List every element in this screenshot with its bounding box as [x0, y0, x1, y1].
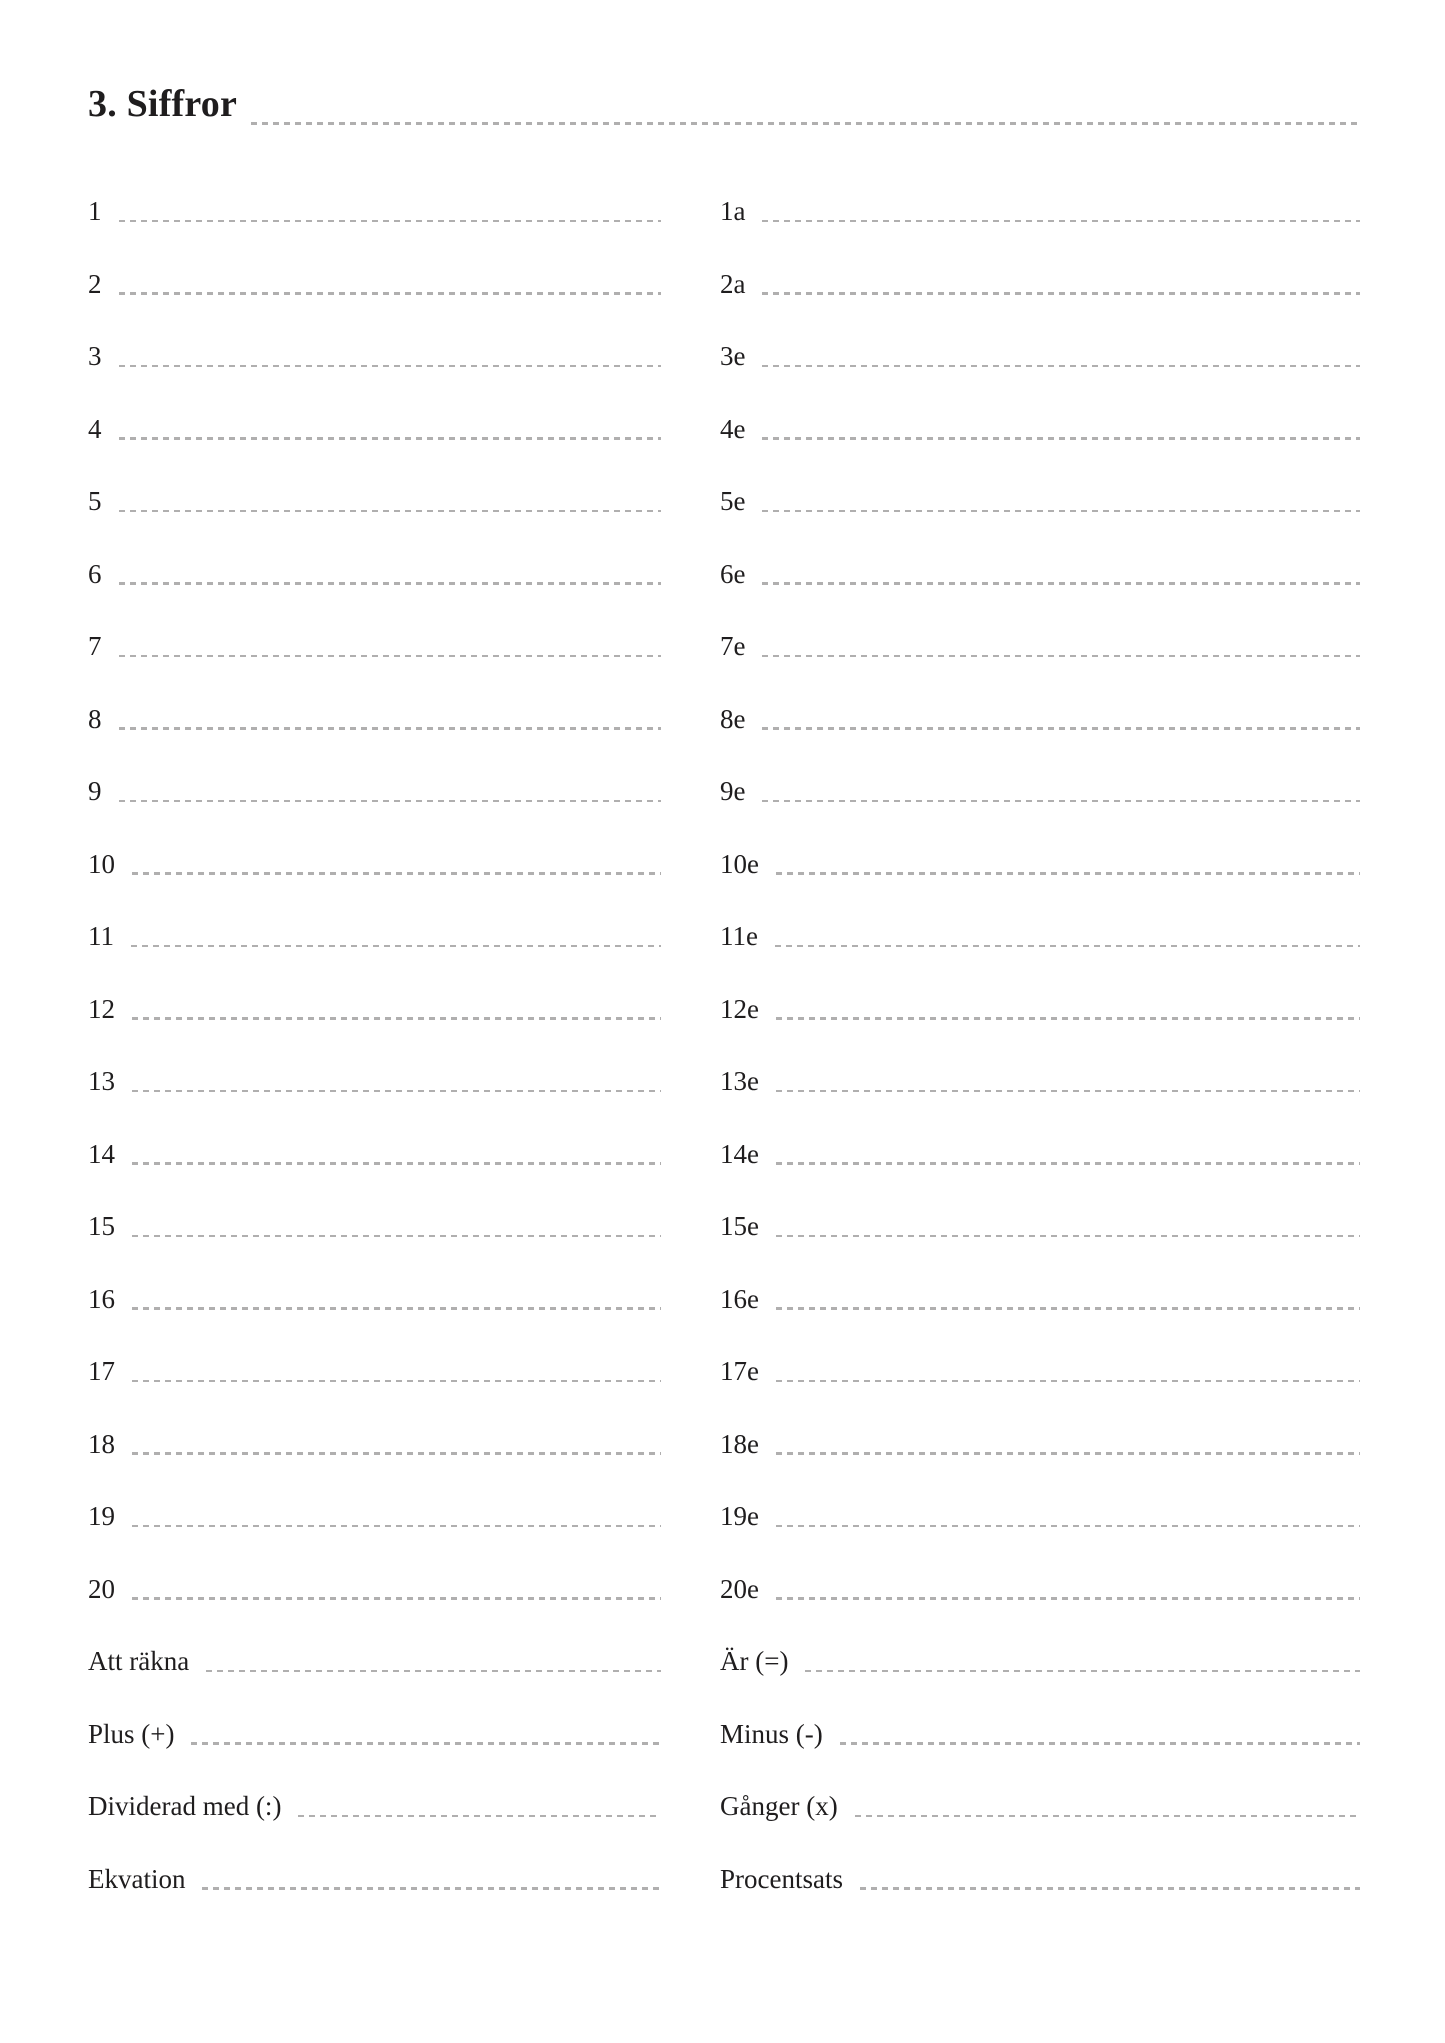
answer-dotted-line: [762, 510, 1360, 513]
answer-dotted-line: [855, 1815, 1360, 1818]
answer-dotted-line: [762, 292, 1360, 295]
worksheet-row: [720, 1427, 1360, 1500]
worksheet-row: [720, 702, 1360, 775]
term-label: 20e: [720, 1573, 759, 1604]
worksheet-row: [720, 194, 1360, 267]
term-label: Att räkna: [88, 1646, 190, 1676]
answer-dotted-line: [119, 582, 662, 585]
term-label: 3: [88, 341, 102, 371]
term-label: 9: [88, 776, 102, 806]
answer-dotted-line: [206, 1670, 661, 1673]
worksheet-row: [720, 1499, 1360, 1572]
title-dotted-line: [251, 122, 1360, 125]
answer-dotted-line: [132, 1090, 661, 1093]
answer-dotted-line: [762, 365, 1360, 368]
answer-dotted-line: [119, 437, 662, 440]
answer-dotted-line: [132, 1525, 661, 1528]
term-label: 11: [88, 921, 114, 951]
worksheet-row: [88, 1644, 661, 1717]
term-label: 15: [88, 1211, 115, 1241]
worksheet-row: [720, 1644, 1360, 1717]
term-label: 2: [88, 268, 102, 299]
term-label: 11e: [720, 921, 758, 951]
worksheet-row: [88, 339, 661, 412]
term-label: 8: [88, 703, 102, 734]
section-header: [88, 82, 1360, 126]
answer-dotted-line: [776, 1017, 1360, 1020]
term-label: 7: [88, 631, 102, 661]
term-label: 18e: [720, 1428, 759, 1459]
term-label: 16e: [720, 1283, 759, 1314]
term-label: 16: [88, 1283, 115, 1314]
worksheet-row: [88, 847, 661, 920]
worksheet-row: [720, 1064, 1360, 1137]
term-label: 5e: [720, 486, 746, 516]
answer-dotted-line: [762, 800, 1360, 803]
worksheet-row: [88, 1137, 661, 1210]
answer-dotted-line: [132, 872, 661, 875]
term-label: 4: [88, 413, 102, 444]
answer-dotted-line: [119, 292, 662, 295]
answer-dotted-line: [132, 1162, 661, 1165]
answer-dotted-line: [119, 365, 662, 368]
answer-dotted-line: [860, 1887, 1360, 1890]
term-label: 2a: [720, 268, 746, 299]
worksheet-row: [88, 1064, 661, 1137]
answer-dotted-line: [776, 1452, 1360, 1455]
worksheet-row: [720, 267, 1360, 340]
worksheet-row: [88, 1354, 661, 1427]
answer-dotted-line: [298, 1815, 661, 1818]
answer-dotted-line: [132, 1235, 661, 1238]
term-label: 12: [88, 993, 115, 1024]
worksheet-row: [720, 992, 1360, 1065]
term-label: 4e: [720, 413, 746, 444]
worksheet-row: [720, 1717, 1360, 1790]
term-label: 13: [88, 1066, 115, 1096]
term-label: 6e: [720, 558, 746, 589]
term-label: 13e: [720, 1066, 759, 1096]
answer-dotted-line: [776, 1090, 1360, 1093]
page-title: 3. Siffror: [88, 83, 238, 125]
answer-dotted-line: [776, 1162, 1360, 1165]
term-label: 7e: [720, 631, 746, 661]
answer-dotted-line: [202, 1887, 661, 1890]
term-label: 17e: [720, 1356, 759, 1386]
answer-dotted-line: [119, 655, 662, 658]
answer-dotted-line: [191, 1742, 661, 1745]
answer-dotted-line: [132, 1597, 661, 1600]
term-label: Procentsats: [720, 1863, 843, 1894]
worksheet-row: [720, 1862, 1360, 1935]
worksheet-row: [88, 774, 661, 847]
worksheet-row: [720, 484, 1360, 557]
answer-dotted-line: [119, 220, 662, 223]
answer-dotted-line: [119, 800, 662, 803]
worksheet-row: [720, 1282, 1360, 1355]
left-column: [88, 194, 661, 1934]
term-label: Plus (+): [88, 1718, 175, 1749]
worksheet-row: [88, 1789, 661, 1862]
answer-dotted-line: [132, 1380, 661, 1383]
term-label: 3e: [720, 341, 746, 371]
term-label: 19: [88, 1501, 115, 1531]
answer-dotted-line: [776, 1525, 1360, 1528]
term-label: 14e: [720, 1138, 759, 1169]
worksheet-row: [720, 1137, 1360, 1210]
term-label: 15e: [720, 1211, 759, 1241]
worksheet-row: [720, 629, 1360, 702]
answer-dotted-line: [132, 1017, 661, 1020]
worksheet-row: [720, 1354, 1360, 1427]
answer-dotted-line: [119, 510, 662, 513]
answer-dotted-line: [762, 655, 1360, 658]
answer-dotted-line: [762, 437, 1360, 440]
answer-dotted-line: [119, 727, 662, 730]
worksheet-row: [720, 847, 1360, 920]
answer-dotted-line: [132, 1307, 661, 1310]
worksheet-row: [88, 557, 661, 630]
term-label: 12e: [720, 993, 759, 1024]
term-label: 6: [88, 558, 102, 589]
answer-dotted-line: [775, 945, 1360, 948]
right-column: [720, 194, 1360, 1934]
term-label: 14: [88, 1138, 115, 1169]
term-label: 5: [88, 486, 102, 516]
answer-dotted-line: [776, 1380, 1360, 1383]
term-label: 9e: [720, 776, 746, 806]
worksheet-row: [720, 1209, 1360, 1282]
worksheet-row: [720, 1572, 1360, 1645]
term-label: 18: [88, 1428, 115, 1459]
worksheet-row: [720, 557, 1360, 630]
worksheet-row: [88, 412, 661, 485]
term-label: Ekvation: [88, 1863, 186, 1894]
answer-dotted-line: [776, 872, 1360, 875]
worksheet-row: [720, 339, 1360, 412]
term-label: 1a: [720, 196, 746, 226]
worksheet-row: [88, 919, 661, 992]
worksheet-row: [720, 919, 1360, 992]
answer-dotted-line: [805, 1670, 1360, 1673]
worksheet-row: [720, 412, 1360, 485]
answer-dotted-line: [776, 1597, 1360, 1600]
term-label: 20: [88, 1573, 115, 1604]
worksheet-row: [88, 267, 661, 340]
answer-dotted-line: [762, 220, 1360, 223]
worksheet-row: [88, 1282, 661, 1355]
worksheet-row: [88, 194, 661, 267]
term-label: 10e: [720, 848, 759, 879]
worksheet-row: [88, 629, 661, 702]
term-label: 10: [88, 848, 115, 879]
term-label: Är (=): [720, 1646, 789, 1676]
answer-dotted-line: [776, 1307, 1360, 1310]
term-label: 8e: [720, 703, 746, 734]
worksheet-row: [88, 1499, 661, 1572]
worksheet-row: [720, 1789, 1360, 1862]
worksheet-row: [88, 1862, 661, 1935]
term-label: Gånger (x): [720, 1791, 838, 1821]
worksheet-row: [88, 1572, 661, 1645]
answer-dotted-line: [762, 727, 1360, 730]
term-label: 17: [88, 1356, 115, 1386]
worksheet-row: [88, 1427, 661, 1500]
term-label: Minus (-): [720, 1718, 823, 1749]
worksheet-row: [88, 1209, 661, 1282]
worksheet-row: [88, 484, 661, 557]
answer-dotted-line: [840, 1742, 1360, 1745]
worksheet-row: [720, 774, 1360, 847]
worksheet-row: [88, 702, 661, 775]
worksheet-row: [88, 1717, 661, 1790]
term-label: 19e: [720, 1501, 759, 1531]
answer-dotted-line: [776, 1235, 1360, 1238]
worksheet-row: [88, 992, 661, 1065]
vocabulary-grid: [88, 194, 1360, 1934]
term-label: 1: [88, 196, 102, 226]
answer-dotted-line: [131, 945, 661, 948]
answer-dotted-line: [132, 1452, 661, 1455]
answer-dotted-line: [762, 582, 1360, 585]
term-label: Dividerad med (:): [88, 1791, 282, 1821]
